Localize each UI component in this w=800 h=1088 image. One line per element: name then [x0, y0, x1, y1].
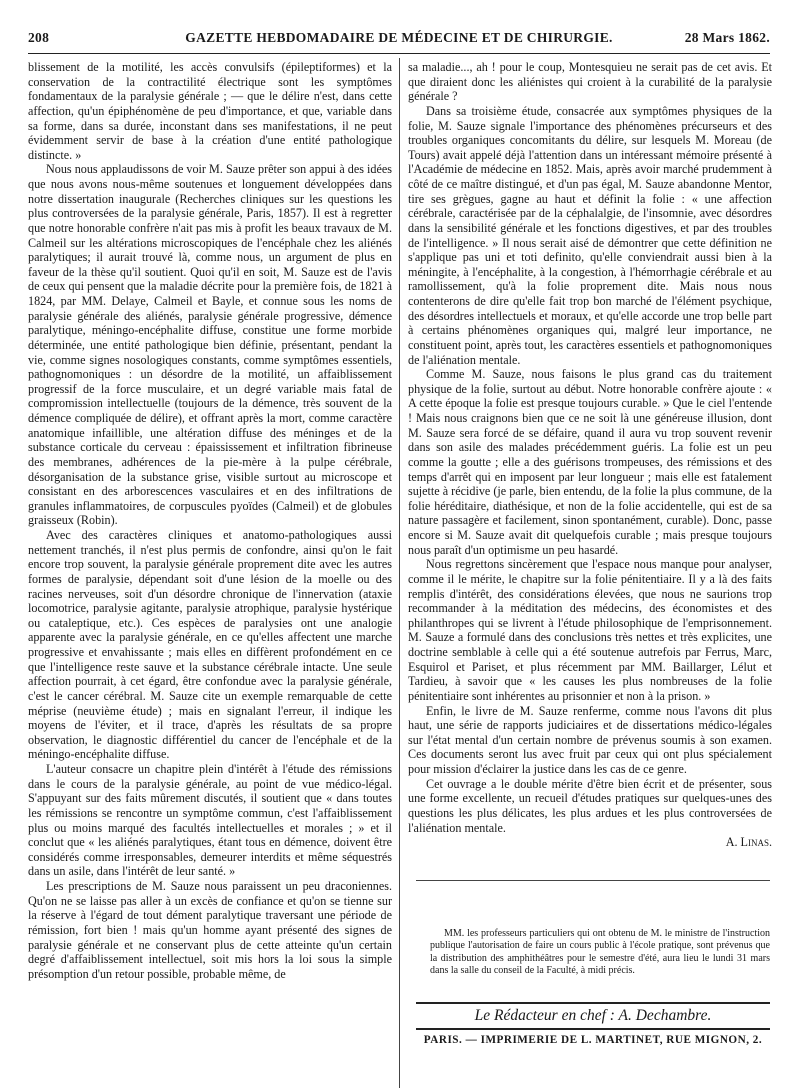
paragraph: Les prescriptions de M. Sauze nous paraissent un peu draconiennes. Qu'on ne se laisse pas aller à un excès de confiance et qu'on se tienne sur la réserve à l'égard de tout dément paralytique traversant une période de rémission, fort bien ! mais qu'un homme ayant présenté des signes de paralysie générale et ne conservant plus de cette atteinte qu'un certain degré d'affaiblissement intellectuel, soit mis hors la loi sous la simple présomption d'un retour possible, probable même, de [28, 879, 392, 981]
paragraph: Enfin, le livre de M. Sauze renferme, comme nous l'avons dit plus haut, une série de rapports judiciaires et de dissertations médico-légales sur l'état mental d'un certain nombre de prévenus soumis à son examen. Ces documents seront lus avec fruit par ceux qui ont plus spécialement pour mission d'éclairer la justice dans les cas de ce genre. [408, 703, 772, 776]
editor-line [416, 1002, 770, 1030]
paragraph: sa maladie..., ah ! pour le coup, Montesquieu ne serait pas de cet avis. Et que diraient donc les aliénistes qui croient à la curabilité de la paralysie générale ? [408, 60, 772, 104]
paragraph: Nous regrettons sincèrement que l'espace nous manque pour analyser, comme il le mérite, le chapitre sur la folie pénitentiaire. Il y a là des faits remplis d'intérêt, des considérations élevées, que nous ne saurions trop recommander à la méditation des médecins, des économistes et des philanthropes qui se livrent à l'étude philosophique de l'emprisonnement. M. Sauze a formulé dans des conclusions très nettes et très explicites, une doctrine semblable à celle qui a été soutenue autrefois par Ferrus, Marc, Esquirol et Pariset, et plus récemment par MM. Baillarger, Lélut et Tardieu, à savoir que « les causes les plus nombreuses de la folie pénitentiaire sont inhérentes au prisonnier et non à la prison. » [408, 557, 772, 703]
article-signature: A. Linas. [725, 835, 772, 850]
page-number: 208 [28, 30, 50, 45]
running-header [28, 30, 770, 50]
journal-title: GAZETTE HEBDOMADAIRE DE MÉDECINE ET DE CHIRURGIE. [185, 30, 613, 45]
editor-credit: Le Rédacteur en chef : A. Dechambre. [474, 1007, 712, 1024]
paragraph: blissement de la motilité, les accès convulsifs (épileptiformes) et la conservation de la contractilité électrique sont les symptômes fondamentaux de la paralysie générale ; — que le délire n'est, dans cette affection, qu'un épiphénomène de peu d'importance, et que, variable dans sa forme, dans sa durée, inconstant dans ses manifestations, il ne peut évidemment servir de base à la création d'une entité pathologique distincte. » [28, 60, 392, 162]
right-column [408, 60, 772, 850]
paragraph: Cet ouvrage a le double mérite d'être bien écrit et de présenter, sous une forme excellente, un recueil d'études pratiques sur quelques-unes des questions les plus délicates, les plus ardues et les plus controversées de l'aliénation mentale. [408, 776, 772, 835]
section-rule [416, 880, 770, 881]
paragraph: Comme M. Sauze, nous faisons le plus grand cas du traitement physique de la folie, surtout au début. Notre honorable confrère ajoute : « A cette époque la folie est presque toujours curable. » Que le ciel l'entende ! Mais nous craignons bien que ce ne soit là une généreuse illusion, dont M. Sauze sera forcé de se défaire, quand il aura vu trop souvent revenir dans son asile des malades précédemment guéris. La folie est un peu comme la goutte ; elle a des guérisons trompeuses, des rémissions et des temps d'arrêt qui en imposent par leur longueur ; mais elle est fatalement sujette à récidive (je parle, bien entendu, de la folie la plus commune, de la folie héréditaire, diathésique, et non de la folie accidentelle, qui est de sa nature passagère et facilement, sinon spontanément, curable). Donc, passe encore si M. Sauze avait dit quelquefois curable ; mais presque toujours nous paraît d'un optimisme un peu hasardé. [408, 367, 772, 557]
paragraph: Avec des caractères cliniques et anatomo-pathologiques aussi nettement tranchés, il n'est plus permis de confondre, ainsi qu'on le fait encore trop souvent, la paralysie générale proprement dite avec les autres formes de paralysie, dépendant soit d'une lésion de la moelle ou des racines nerveuses, soit d'un désordre chronique de l'innervation (ataxie locomotrice, paralysie agitante, paralysie atrophique, paralysie hystérique ou cataleptique, etc.). Ces espèces de paralysies ont une analogie apparente avec la paralysie générale, en ce qu'elles affectent une marche progressive et envahissante ; mais elles en diffèrent profondément en ce que l'intelligence reste sauve et la substance cérébrale intacte. Une seule affection pourrait, à cet égard, être confondue avec la paralysie générale, c'est le cancer cérébral. M. Sauze cite un exemple remarquable de cette méprise (neuvième étude) ; mais en signalant l'erreur, il indique les moyens de l'éviter, et il trace, d'après les résultats de sa propre observation, le diagnostic différentiel du cancer de l'encéphale et de la méningo-encéphalite diffuse. [28, 528, 392, 762]
notice-text: MM. les professeurs particuliers qui ont obtenu de M. le ministre de l'instruction publique l'autorisation de faire un cours public à l'école pratique, sont prévenus que la distribution des amphithéâtres pour le semestre d'été, aura lieu le lundi 31 mars dans la salle du conseil de la Faculté, à midi précis. [430, 928, 770, 977]
paragraph: Dans sa troisième étude, consacrée aux symptômes physiques de la folie, M. Sauze signale l'importance des phénomènes précurseurs et des troubles organiques concomitants du délire, sur lesquels M. Moreau (de Tours) avait appelé déjà l'attention dans un intéressant mémoire présenté à l'Académie de médecine en 1852. Mais, après avoir marché prudemment à côté de ce maître distingué, et d'un pas égal, M. Sauze abandonne Mentor, tire ses grègues, gagne au haut et définit la folie : « une affection cérébrale, caractérisée par de la céphalalgie, de l'insomnie, avec désordres dans la sensibilité générale et les fonctions digestives, et par des troubles de l'intelligence. » Il nous serait aisé de démontrer que cette définition ne s'applique pas uni et toti definito, qu'elle conviendrait aussi bien à la méningite, à l'encéphalite, à la congestion, à l'hémorrhagie cérébrale et au ramollissement, qu'à la folie proprement dite. Mais nous nous contenterons de dire qu'elle fait trop bon marché de l'élément psychique, des désordres intellectuels et moraux, et qu'elle accorde une trop belle part à certains phénomènes organiques qui, malgré leur importance, ne constituent point, après tout, les caractères essentiels et pathognomoniques de l'aliénation mentale. [408, 103, 772, 367]
paragraph: Nous nous applaudissons de voir M. Sauze prêter son appui à des idées que nous avons nous-même soutenues et longuement développées dans notre dissertation inaugurale (Recherches cliniques sur les questions les plus controversées de la paralysie générale, Paris, 1857). Il est à regretter que notre honorable confrère n'ait pas mis à profit les beaux travaux de M. Calmeil sur les altérations microscopiques de l'encéphale chez les aliénés paralytiques; il aurait trouvé là, comme nous, un argument de plus en faveur de la thèse qu'il soutient. Quoi qu'il en soit, M. Sauze est de l'avis de ceux qui pensent que la maladie décrite pour la première fois, de 1821 à 1824, par MM. Delaye, Calmeil et Bayle, et connue sous les noms de paralysie générale des aliénés, paralysie générale progressive, démence paralytique, méningo-encéphalite diffuse, constitue une forme morbide déterminée, une entité pathologique bien définie, présentant, pendant la vie, comme signes nosologiques constants, comme symptômes essentiels, pathognomoniques : un désordre de la motilité, un affaiblissement progressif de la force musculaire, et un degré variable mais fatal de compromission intellectuelle (toujours de la démence, très souvent de la démence compliquée de délire), et offrant après la mort, comme caractère anatomique infaillible, une altération diffuse des méninges et de la substance corticale du cerveau : épaississement et infiltration fibrineuse des membranes, adhérences de la pie-mère à la pulpe cérébrale, désorganisation de la substance grise, visible surtout au microscope et consistant en des arborescences vasculaires et en des infiltrations de granules inflammatoires, de corpuscules pyoïdes (Calmeil) et de globules graisseux (Robin). [28, 162, 392, 528]
notice-block [430, 928, 770, 978]
printer-imprint: PARIS. — IMPRIMERIE DE L. MARTINET, RUE MIGNON, 2. [423, 1034, 763, 1046]
paragraph: L'auteur consacre un chapitre plein d'intérêt à l'étude des rémissions dans le cours de la paralysie générale, au point de vue médico-légal. S'appuyant sur des faits mûrement discutés, il soutient que « dans toutes les rémissions se rencontre un symptôme commun, c'est l'affaiblissement plus ou moins marqué des facultés intellectuelles et morales ; » et il conclut que « les aliénés paralytiques, étant tous en démence, doivent être considérés comme irresponsables, demeurer interdits et même séquestrés dans un asile, dans l'intérêt de leur santé. » [28, 762, 392, 879]
left-column [28, 60, 392, 981]
header-rule [28, 53, 770, 54]
column-divider [399, 58, 400, 1088]
issue-date: 28 Mars 1862. [684, 30, 770, 45]
